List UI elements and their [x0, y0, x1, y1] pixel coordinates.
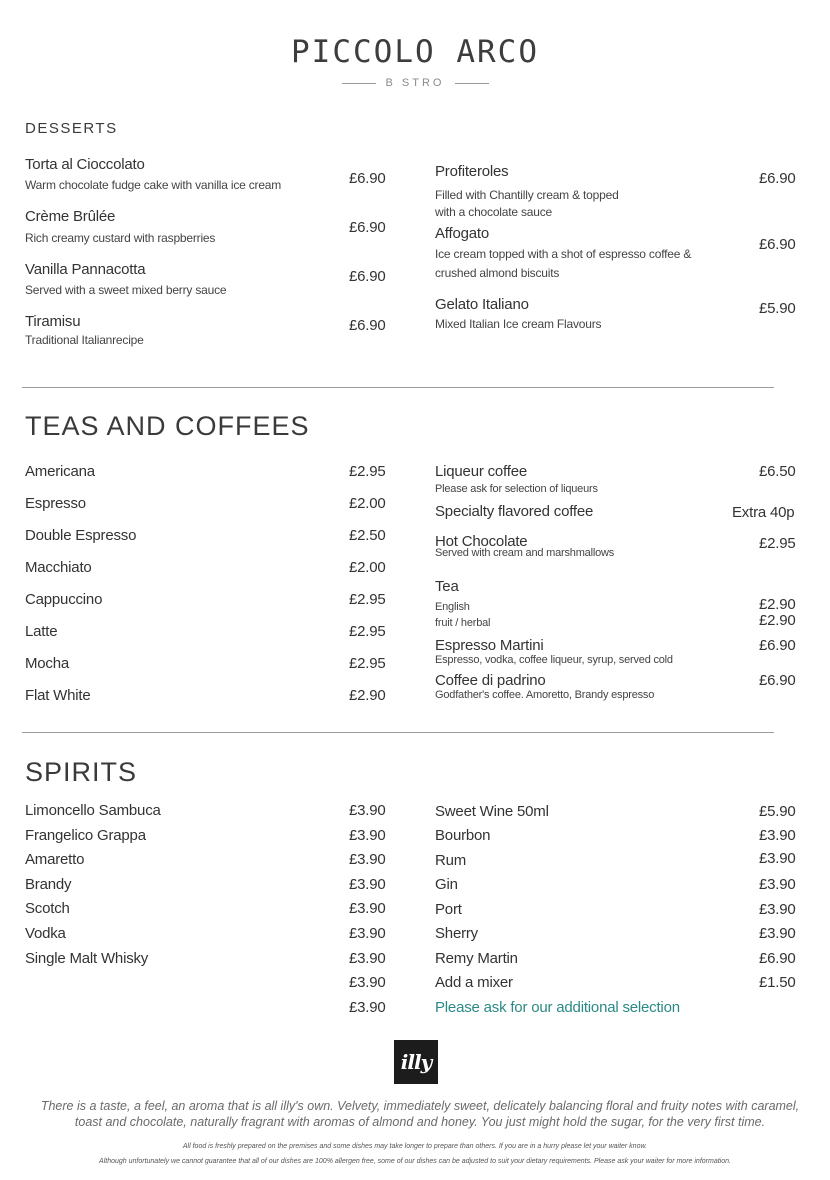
dessert-price: £6.90	[349, 317, 386, 334]
footnote-allergens: Although unfortunately we cannot guarantee that all of our dishes are 100% allergen free, some of our dishes can be adjusted to suit your dietary requirements. Please ask your waiter for more information.	[99, 1158, 731, 1165]
spirit-price: £1.50	[759, 974, 796, 991]
spirit-price: £3.90	[759, 827, 796, 844]
spirit-price: £5.90	[759, 803, 796, 820]
spirit-price: £3.90	[349, 999, 386, 1016]
spirit-name: Bourbon	[435, 827, 491, 844]
coffee-name: Macchiato	[25, 559, 92, 576]
spirit-name: Sherry	[435, 925, 478, 942]
dessert-price: £5.90	[759, 300, 796, 317]
coffee-description: Served with cream and marshmallows	[435, 547, 615, 559]
tagline-line-2: toast and chocolate, naturally fragrant with aromas of almond and honey. You just might hold the sugar, for the very first time.	[74, 1115, 766, 1129]
spirit-price: £3.90	[349, 950, 386, 967]
dessert-name: Profiteroles	[435, 163, 509, 180]
spirit-price: £3.90	[349, 876, 386, 893]
coffee-price: £2.95	[759, 535, 796, 552]
brand-title: PICCOLO ARCO	[291, 34, 539, 70]
spirit-name: Amaretto	[25, 851, 85, 868]
subtitle-rule-right	[455, 83, 489, 84]
coffee-price: £2.00	[349, 495, 386, 512]
section-divider	[22, 732, 774, 733]
coffee-name: Cappuccino	[25, 591, 103, 608]
dessert-price: £6.90	[349, 219, 386, 236]
additional-selection-note: Please ask for our additional selection	[435, 999, 680, 1016]
dessert-description: Ice cream topped with a shot of espresso coffee &	[435, 247, 692, 261]
spirit-name: Sweet Wine 50ml	[435, 803, 549, 820]
coffee-price: £2.50	[349, 527, 386, 544]
dessert-description: Rich creamy custard with raspberries	[25, 231, 216, 245]
dessert-description-line2: with a chocolate sauce	[435, 205, 553, 219]
spirit-name: Scotch	[25, 900, 70, 917]
dessert-price: £6.90	[349, 170, 386, 187]
coffee-name: Double Espresso	[25, 527, 137, 544]
section-title-teas-coffees: TEAS AND COFFEES	[25, 411, 310, 441]
coffee-description: Espresso, vodka, coffee liqueur, syrup, served cold	[435, 654, 673, 666]
coffee-price: £2.90	[349, 687, 386, 704]
tea-price-english: £2.90	[759, 596, 796, 613]
spirit-price: £3.90	[759, 850, 796, 867]
coffee-name: Liqueur coffee	[435, 463, 527, 480]
coffee-name: Coffee di padrino	[435, 672, 546, 689]
section-title-spirits: SPIRITS	[25, 757, 138, 787]
coffee-name: Espresso	[25, 495, 86, 512]
brand-subtitle: B STRO	[385, 77, 445, 89]
section-title-desserts: DESSERTS	[25, 120, 118, 137]
coffee-name: Specialty flavored coffee	[435, 503, 594, 520]
spirit-price: £3.90	[349, 925, 386, 942]
spirit-price: £3.90	[349, 802, 386, 819]
coffee-price: Extra 40p	[732, 504, 795, 521]
tea-name: Tea	[435, 578, 459, 595]
coffee-name: Latte	[25, 623, 58, 640]
tagline-line-1: There is a taste, a feel, an aroma that is all illy's own. Velvety, immediately sweet, delicately balancing floral and fruity notes with caramel,	[40, 1099, 800, 1113]
coffee-name: Mocha	[25, 655, 70, 672]
coffee-description: Godfather's coffee. Amoretto, Brandy espresso	[435, 689, 655, 701]
spirit-price: £3.90	[349, 851, 386, 868]
dessert-description: Mixed Italian Ice cream Flavours	[435, 317, 602, 331]
spirit-price: £3.90	[759, 901, 796, 918]
spirit-name: Port	[435, 901, 462, 918]
spirit-price: £6.90	[759, 950, 796, 967]
spirit-price: £3.90	[759, 925, 796, 942]
dessert-name: Vanilla Pannacotta	[25, 261, 146, 278]
spirit-name: Rum	[435, 852, 467, 869]
dessert-price: £6.90	[759, 236, 796, 253]
coffee-price: £2.95	[349, 463, 386, 480]
spirit-name: Gin	[435, 876, 458, 893]
coffee-price: £6.90	[759, 672, 796, 689]
dessert-description: Served with a sweet mixed berry sauce	[25, 283, 227, 297]
illy-logo: illy	[394, 1040, 438, 1084]
coffee-price: £2.00	[349, 559, 386, 576]
dessert-name: Affogato	[435, 225, 490, 242]
spirit-name: Frangelico Grappa	[25, 827, 146, 844]
coffee-price: £2.95	[349, 655, 386, 672]
coffee-price: £2.95	[349, 591, 386, 608]
tea-option-english: English	[435, 601, 470, 613]
spirit-name: Single Malt Whisky	[25, 950, 149, 967]
dessert-name: Torta al Cioccolato	[25, 156, 145, 173]
coffee-price: £6.90	[759, 637, 796, 654]
spirit-price: £3.90	[759, 876, 796, 893]
coffee-name: Hot Chocolate	[435, 533, 528, 550]
footnote-preparation: All food is freshly prepared on the premises and some dishes may take longer to prepare than others. If you are in a hurry please let your waiter know.	[182, 1143, 648, 1150]
dessert-description: Traditional Italianrecipe	[25, 333, 144, 347]
spirit-price: £3.90	[349, 827, 386, 844]
tea-price-fruit: £2.90	[759, 612, 796, 629]
illy-tagline	[20, 1098, 820, 1130]
spirit-name: Add a mixer	[435, 974, 513, 991]
dessert-name: Gelato Italiano	[435, 296, 529, 313]
dessert-description-line2: crushed almond biscuits	[435, 266, 560, 280]
section-divider	[22, 387, 774, 388]
coffee-price: £6.50	[759, 463, 796, 480]
dessert-price: £6.90	[349, 268, 386, 285]
coffee-price: £2.95	[349, 623, 386, 640]
spirit-price: £3.90	[349, 974, 386, 991]
spirit-name: Brandy	[25, 876, 72, 893]
coffee-name: Espresso Martini	[435, 637, 544, 654]
spirit-name: Vodka	[25, 925, 66, 942]
dessert-name: Crème Brûlée	[25, 208, 116, 225]
dessert-description: Warm chocolate fudge cake with vanilla ice cream	[25, 178, 282, 192]
dessert-name: Tiramisu	[25, 313, 81, 330]
tea-option-fruit: fruit / herbal	[435, 617, 491, 629]
dessert-price: £6.90	[759, 170, 796, 187]
spirit-name: Limoncello Sambuca	[25, 802, 161, 819]
coffee-name: Flat White	[25, 687, 91, 704]
spirit-price: £3.90	[349, 900, 386, 917]
coffee-description: Please ask for selection of liqueurs	[435, 483, 598, 495]
coffee-name: Americana	[25, 463, 95, 480]
spirit-name: Remy Martin	[435, 950, 518, 967]
dessert-description: Filled with Chantilly cream & topped	[435, 188, 619, 202]
